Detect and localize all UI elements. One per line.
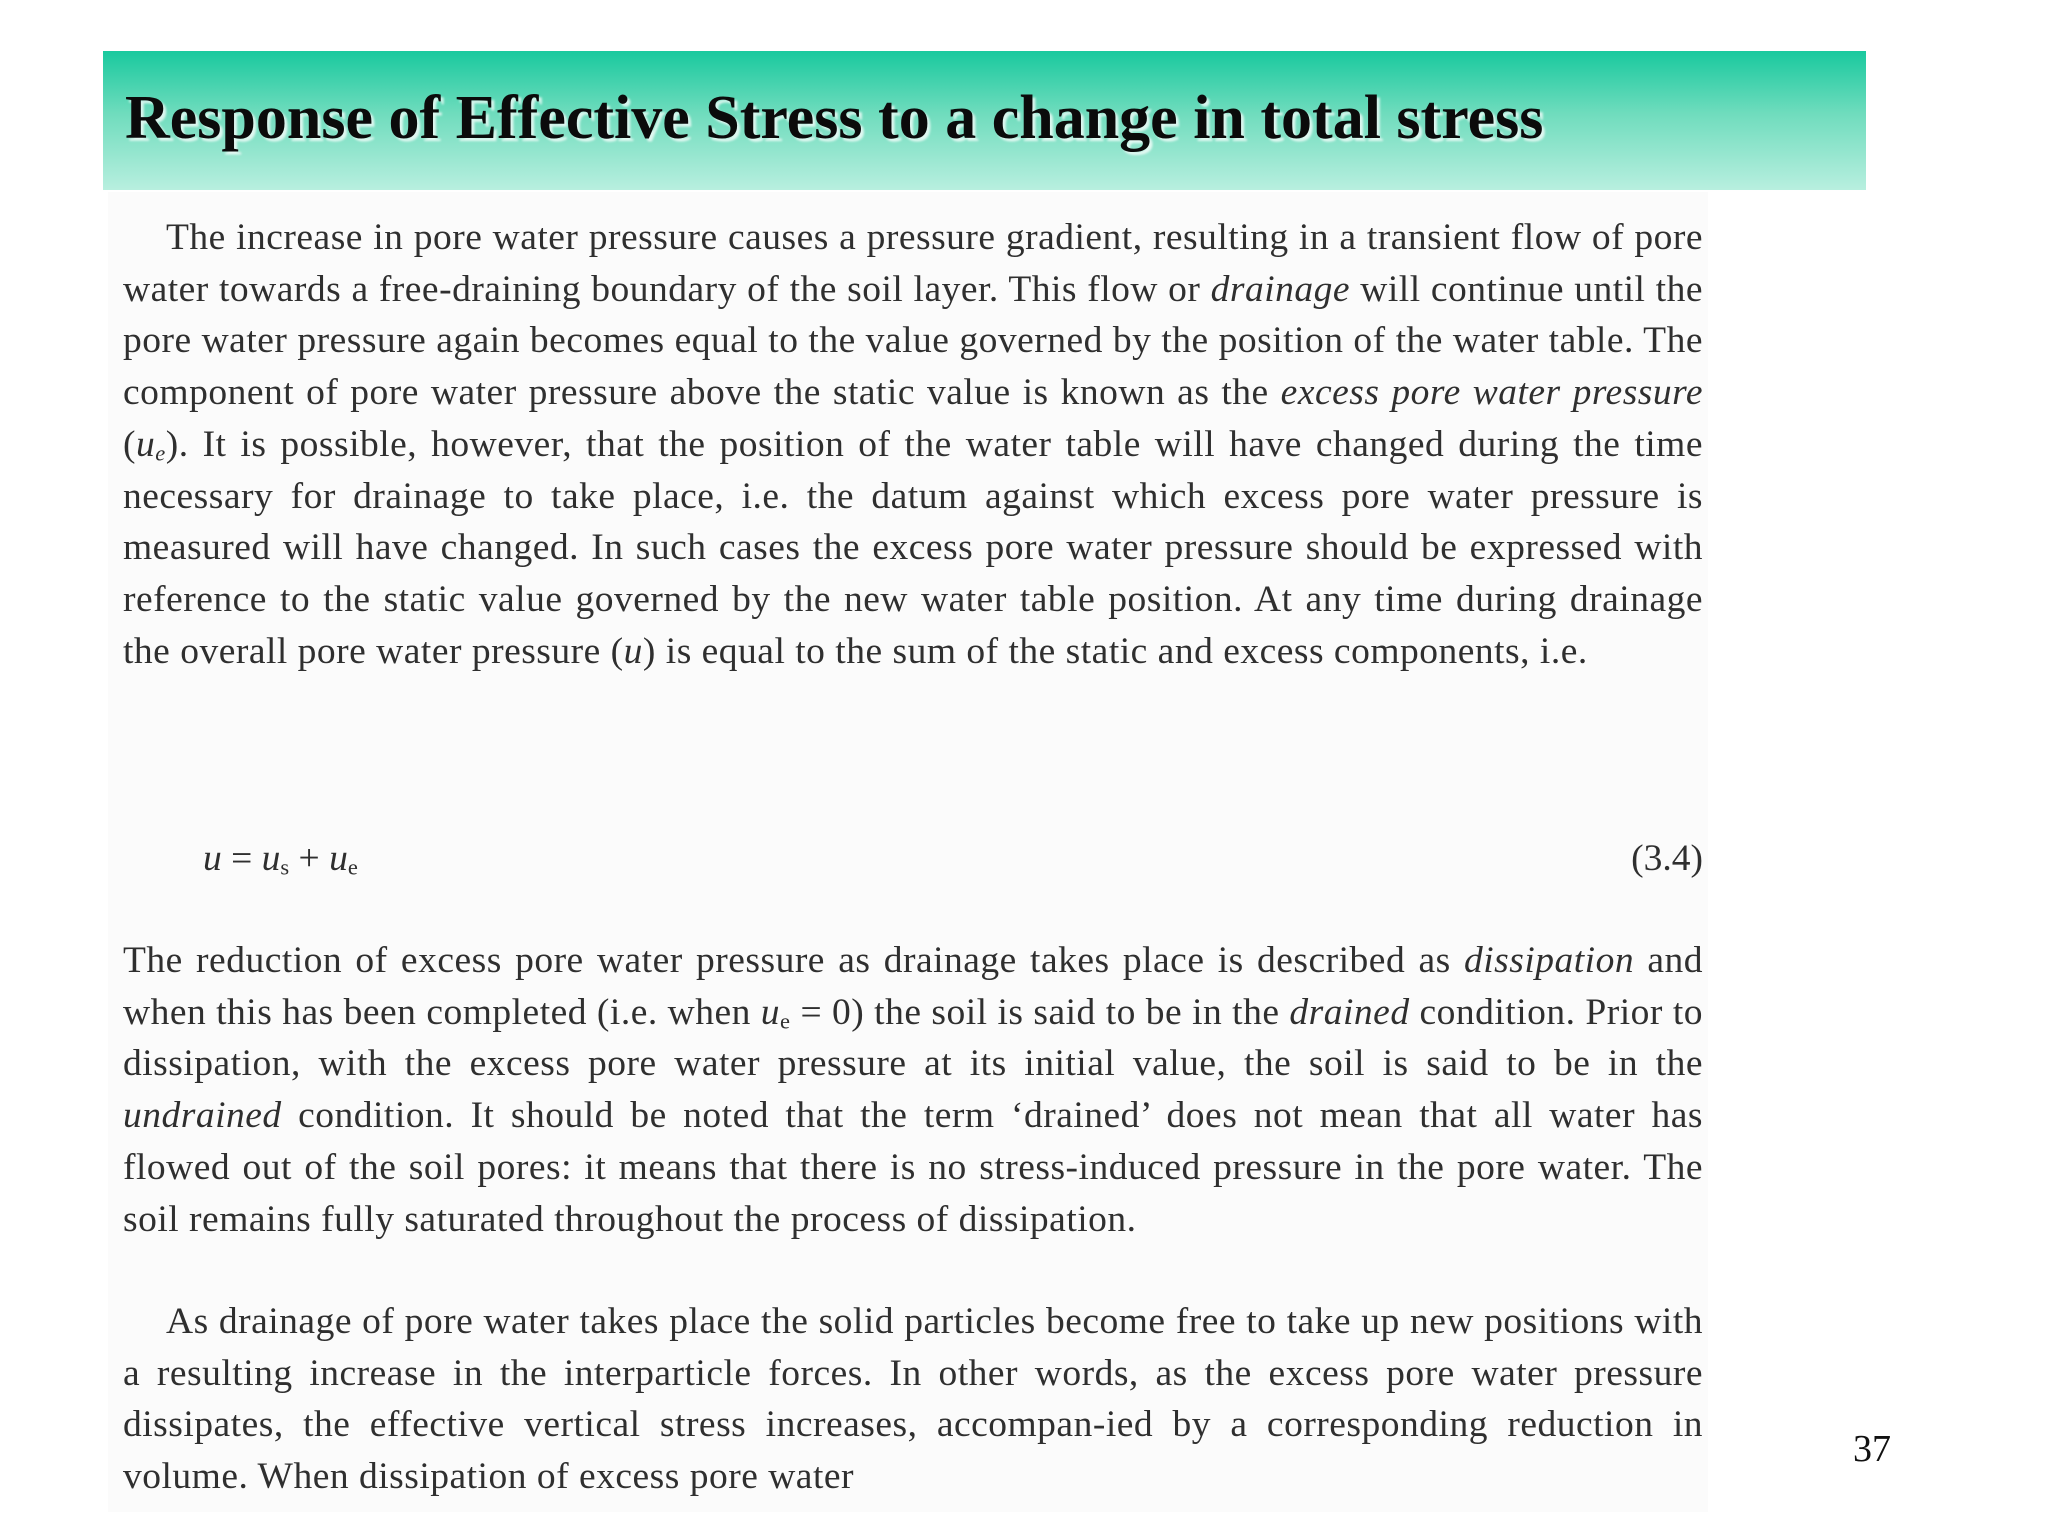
symbol-u: u [329,838,348,879]
symbol-u: u [760,991,781,1033]
term-dissipation: dissipation [1463,940,1635,981]
paragraph-interparticle-forces [123,1296,1703,1503]
equals-sign: = [221,838,262,879]
paragraph-dissipation [123,935,1703,1245]
text-run: ) is equal to the sum of the static and excess components, i.e. [642,630,1588,672]
equation-3-4 [123,833,1703,885]
text-run: will continue until the pore water pressure again becomes equal to the value governed by the position of the water table. The component of pore water pressure above the static value is known as the [123,268,1703,414]
paragraph-drainage-text [123,212,1703,677]
subscript-e: e [155,440,166,466]
text-run: ( [123,423,136,465]
subscript-s: s [280,854,290,880]
subscript-e: e [780,1008,791,1034]
plus-sign: + [289,838,330,879]
term-drained: drained [1289,991,1410,1033]
symbol-u: u [203,838,222,879]
symbol-u: u [261,838,281,879]
text-run: The increase in pore water pressure causes a pressure gradient, resulting in a transient flow of pore water towards a free-draining boundary of the soil layer. This flow or [123,217,1703,310]
paragraph-interparticle-forces-text: As drainage of pore water takes place the solid particles become free to take up new positions with a resulting increase in the interparticle forces. In other words, as the excess pore water pressure dissipates, the effective vertical stress increases, accompan-ied by a corresponding reduction in volume. When dissipation of excess pore water [123,1301,1703,1498]
term-excess-pore-water-pressure: excess pore water pressure [1280,372,1703,414]
text-run: condition. Prior to dissipation, with the excess pore water pressure at its initial value, the soil is said to be in the [123,991,1704,1085]
slide-title: Response of Effective Stress to a change in total stress [125,84,1544,152]
equation-expression [203,833,358,885]
text-run: ). It is possible, however, that the position of the water table will have changed during the time necessary for drainage to take place, i.e. the datum against which excess pore water pressure is measured will have changed. In such cases the excess pore water pressure should be expressed with reference to the static value governed by the new water table position. At any time during drainage the overall pore water pressure ( [123,423,1703,672]
page-number: 37 [1853,1428,1891,1470]
equation-number: (3.4) [1631,838,1703,879]
text-run: and when this has been completed (i.e. when [123,940,1703,1033]
symbol-u: u [136,423,156,465]
text-run: condition. It should be noted that the term ‘drained’ does not mean that all water has flowed out of the soil pores: it means that there is no stress-induced pressure in the pore water. The soil remains fully saturated throughout the process of dissipation. [123,1095,1703,1240]
paragraph-dissipation-text [123,935,1703,1245]
text-run: The reduction of excess pore water pressure as drainage takes place is described as [123,940,1464,981]
term-undrained: undrained [123,1095,282,1137]
subscript-e: e [347,854,358,880]
slide-header [103,51,1866,190]
symbol-u: u [623,630,643,672]
text-run: = 0) the soil is said to be in the [790,991,1290,1033]
paragraph-drainage [123,212,1703,677]
term-drainage: drainage [1210,268,1351,310]
